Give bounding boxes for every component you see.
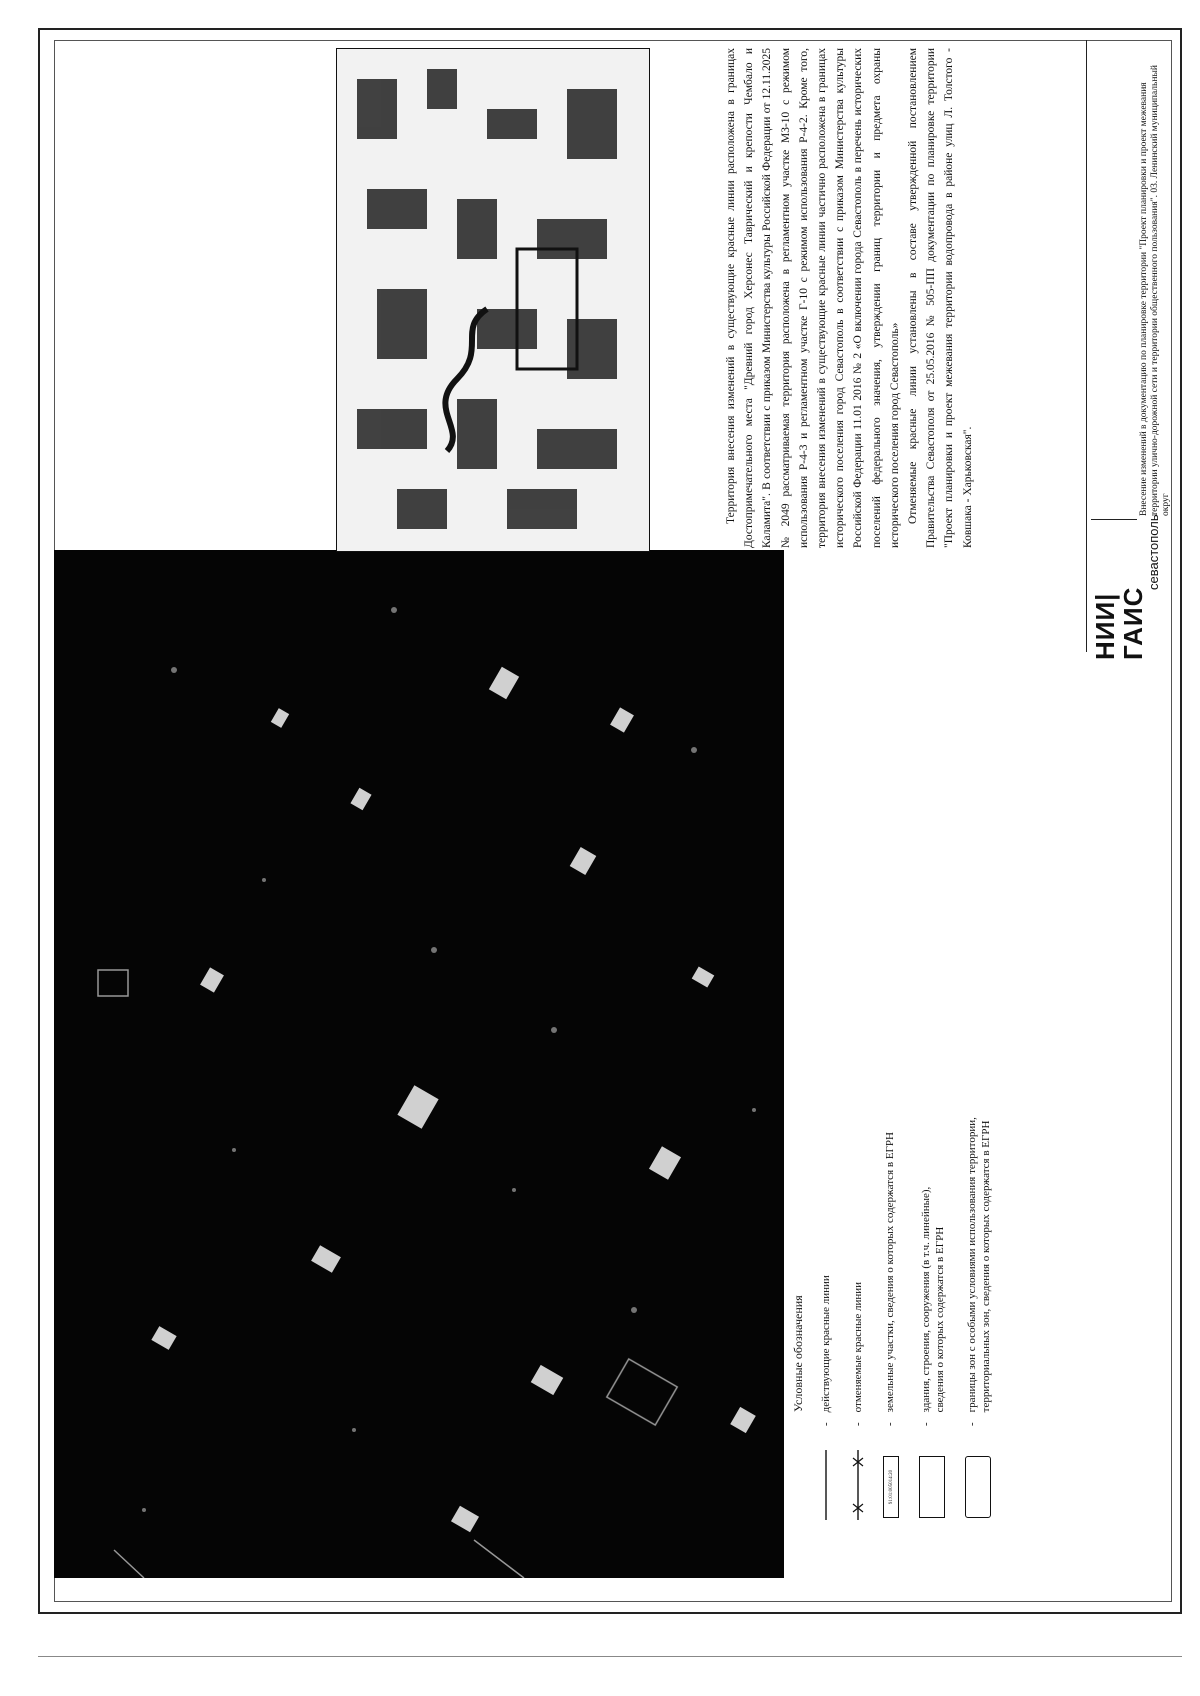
- legend: [785, 890, 1005, 1530]
- title-block-logo: [1090, 514, 1161, 660]
- legend-item-buildings: [919, 890, 965, 1530]
- aerial-photo-inset-image: [337, 49, 649, 551]
- legend-text: здания, строения, сооружения (в т.ч. линейные), сведения о которых содержатся в ЕГРН: [920, 1186, 946, 1413]
- legend-title: Условные обозначения: [791, 1295, 805, 1412]
- aerial-photo-inset[interactable]: [336, 48, 650, 552]
- legend-text: границы зон с особыми условиями использования территории, территориальных зон, сведения о которых содержатся в ЕГРН: [966, 1117, 992, 1413]
- building-box-symbol: [919, 1456, 945, 1518]
- legend-text: земельные участки, сведения о которых содержатся в ЕГРН: [884, 1132, 896, 1413]
- project-title: Внесение изменений в документацию по планировке территории "Проект планировки и проект межевания территории улично-дорожной сети и территории общественного пользования". 03. Ленинский муниципальный округ: [1139, 65, 1171, 516]
- legend-dash: -: [966, 1422, 978, 1426]
- zone-box-symbol: [965, 1456, 991, 1518]
- legend-item-land-parcels: [883, 890, 919, 1530]
- bottom-rule: [38, 1656, 1182, 1657]
- legend-dash: -: [920, 1422, 932, 1426]
- aerial-photo-main-image: [54, 550, 784, 1578]
- legend-item-active-red-lines: [819, 890, 851, 1530]
- description-block: [722, 48, 992, 548]
- legend-text: отменяемые красные линии: [852, 1281, 864, 1413]
- description-paragraph-1: Территория внесения изменений в существующие красные линии расположена в границах Достопримечательного места "Древний город Херсонес Таврический и крепости Чембало и Каламита". В соответствии с приказом Министерства культуры Российской Федерации от 12.11.2025 № 2049 рассматриваемая территория расположена в регламентном участке МЗ-10 с режимом использования Р-4-3 и регламентном участке Г-10 с режимом использования Р-4-2. Кроме того, территория внесения изменений в существующие красные линии частично расположена в границах исторического поселения город Севастополь в соответствии с приказом Министерства культуры Российской Федерации 11.01 2016 № 2 «О включении города Севастополь в перечень исторических поселений федерального значения, утверждении границ территории и предмета охраны исторического поселения город Севастополь»: [725, 48, 901, 548]
- solid-line-symbol: [819, 1450, 833, 1520]
- logo-main: НИИ|ГАИС: [1090, 586, 1148, 660]
- legend-dash: -: [820, 1422, 832, 1426]
- legend-item-zones: [965, 890, 1011, 1530]
- description-paragraph-2: Отменяемые красные линии установлены в составе утвержденной постановлением Правительства Севастополя от 25.05.2016 № 505-ПП документации по планировке территории "Проект планировки и проект межевания территории водопровода в районе улиц Л. Толстого - Ковшака - Харьковская".: [907, 48, 974, 548]
- legend-text: действующие красные линии: [820, 1275, 832, 1413]
- legend-dash: -: [852, 1422, 864, 1426]
- parcel-box-symbol: [883, 1456, 899, 1518]
- logo-sub: севастополь: [1146, 514, 1161, 590]
- cross-line-symbol: [851, 1450, 865, 1520]
- parcel-box-label: 91:01:005014:20: [889, 1469, 894, 1505]
- legend-dash: -: [884, 1422, 896, 1426]
- legend-item-cancelled-red-lines: [851, 890, 883, 1530]
- title-block: [1086, 40, 1172, 660]
- aerial-photo-main[interactable]: [54, 550, 784, 1578]
